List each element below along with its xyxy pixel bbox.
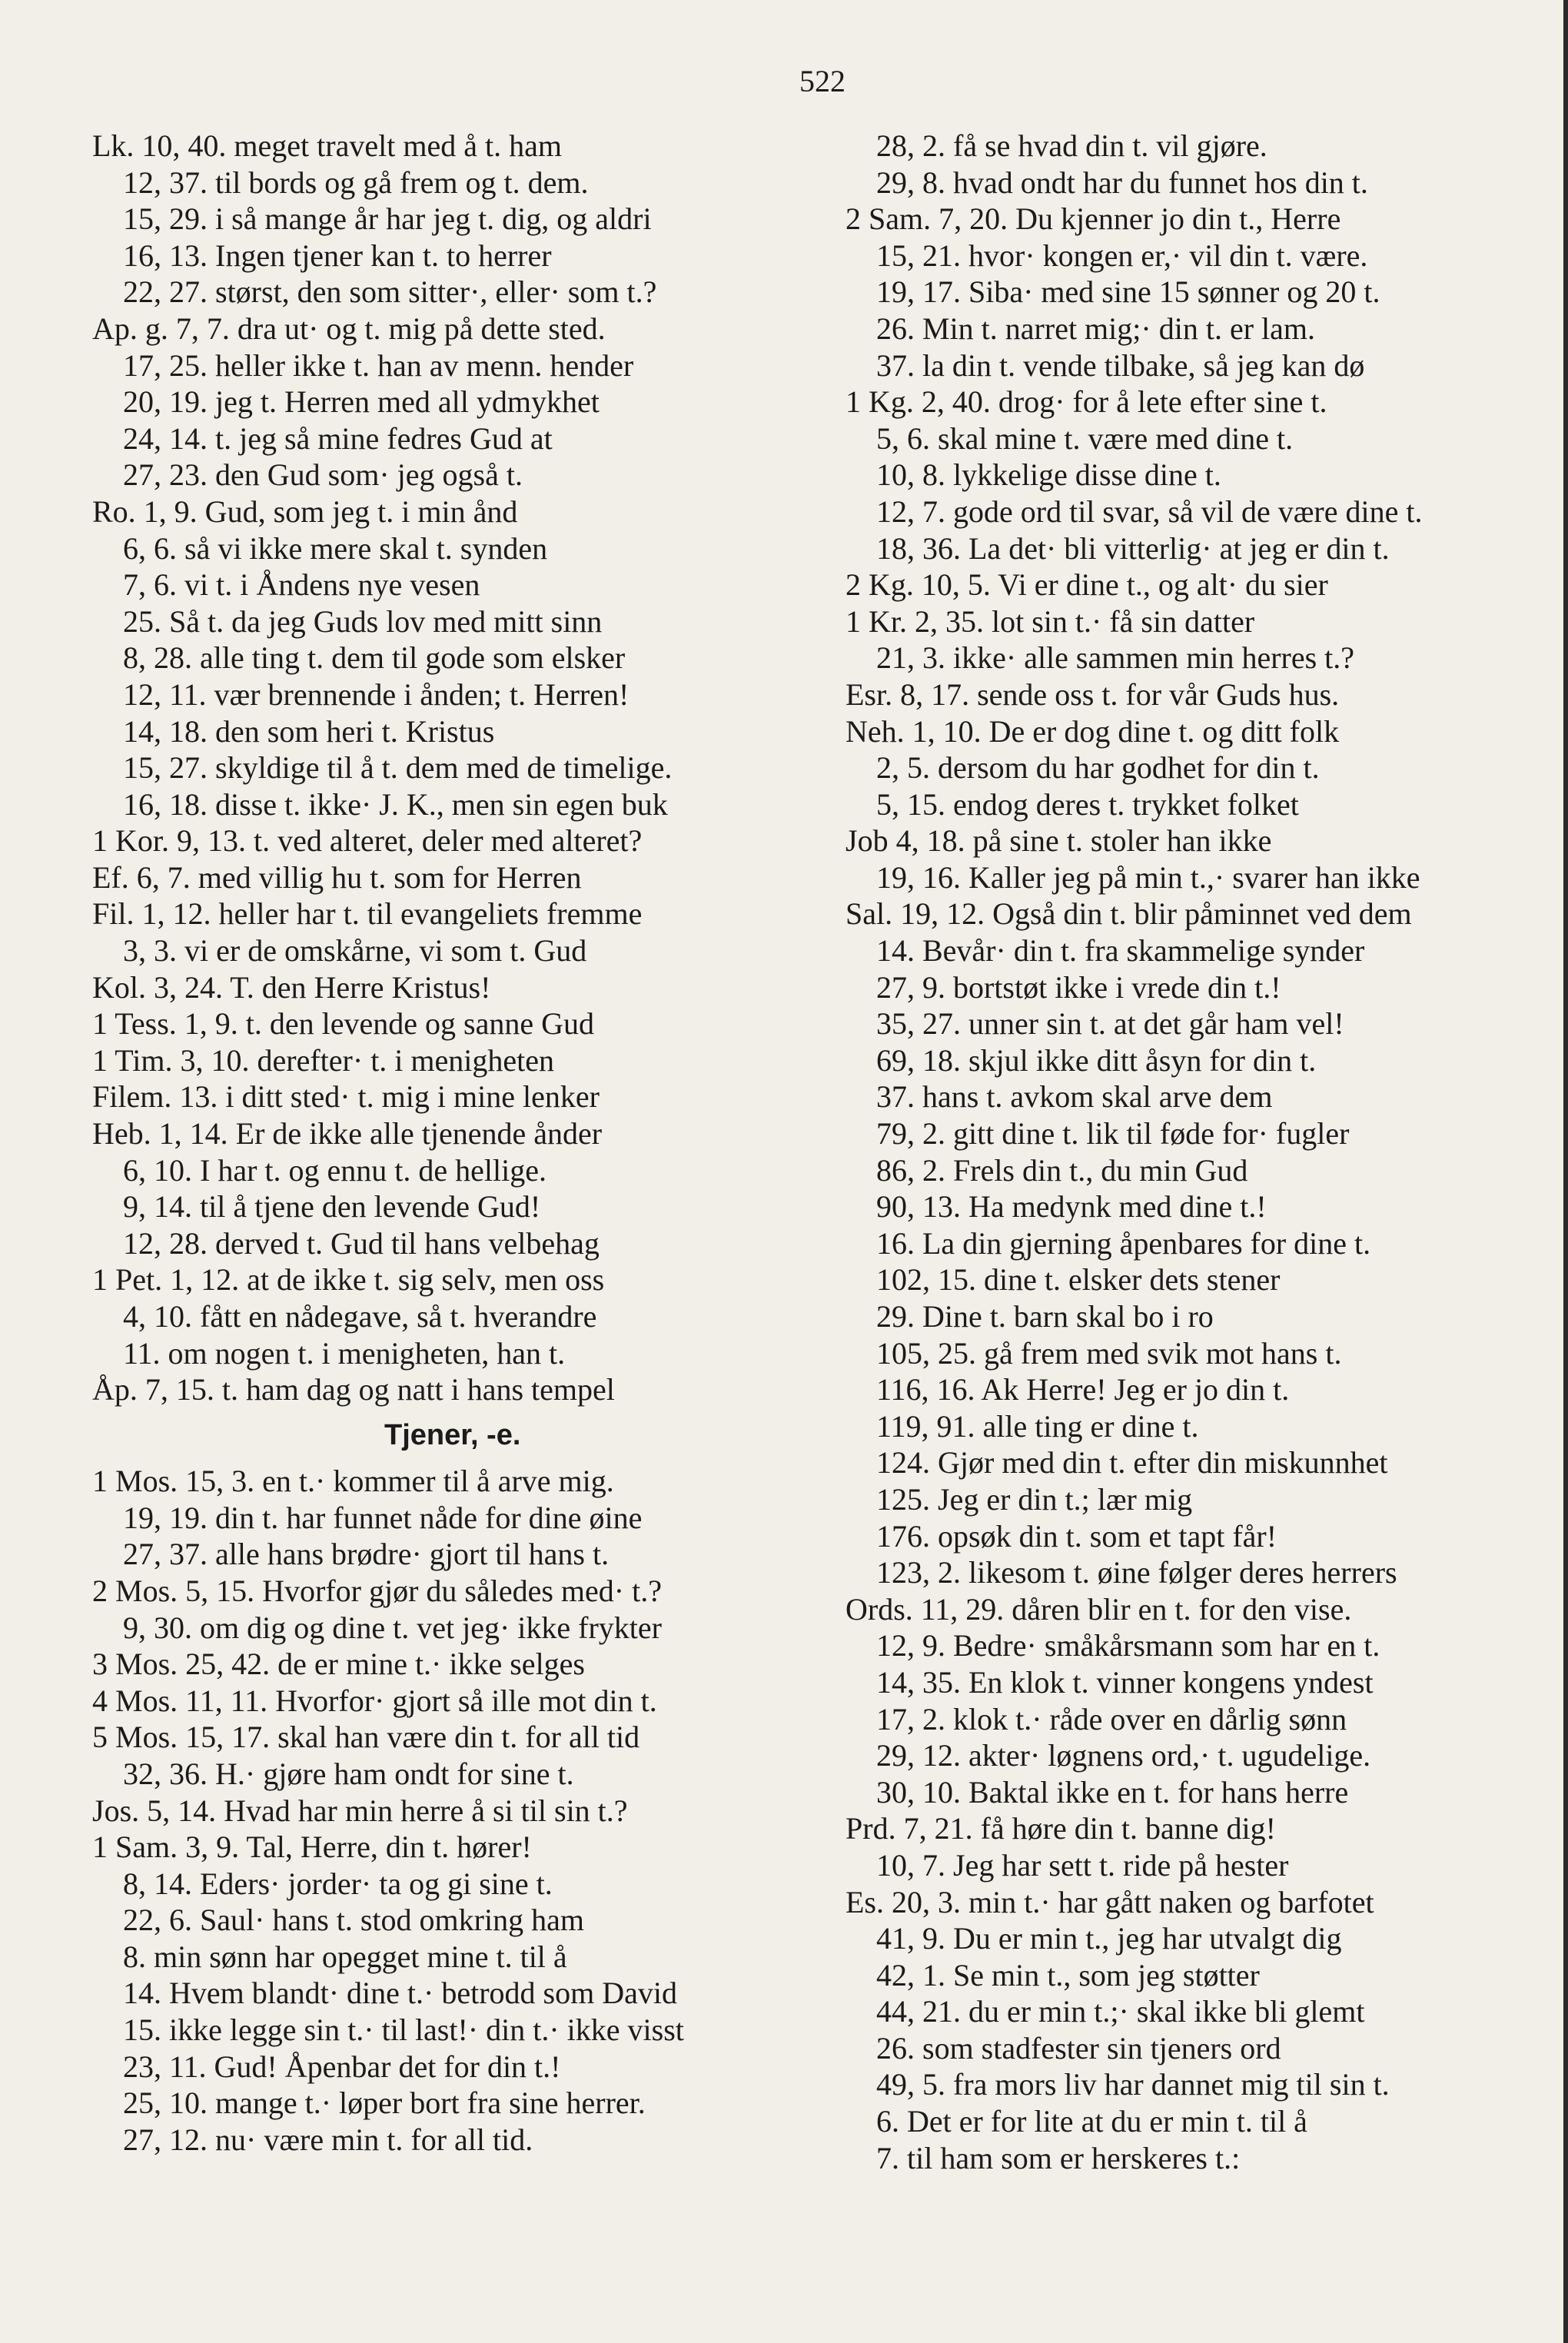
- concordance-entry: Neh. 1, 10. De er dog dine t. og ditt folk: [845, 713, 1340, 749]
- concordance-entry: Ap. g. 7, 7. dra ut· og t. mig på dette sted.: [92, 311, 606, 346]
- concordance-entry: 12, 7. gode ord til svar, så vil de være dine t.: [876, 494, 1423, 529]
- concordance-entry: 20, 19. jeg t. Herren med all ydmykhet: [123, 384, 600, 420]
- concordance-entry: 86, 2. Frels din t., du min Gud: [876, 1152, 1248, 1188]
- concordance-entry: Lk. 10, 40. meget travelt med å t. ham: [92, 128, 562, 163]
- concordance-entry: 29, 12. akter· løgnens ord,· t. ugudelige.: [876, 1738, 1371, 1773]
- concordance-entry: 19, 19. din t. har funnet nåde for dine øine: [123, 1500, 643, 1535]
- concordance-entry: 6. Det er for lite at du er min t. til å: [876, 2104, 1307, 2139]
- concordance-entry: 7. til ham som er herskeres t.:: [876, 2140, 1241, 2175]
- concordance-entry: 22, 27. størst, den som sitter·, eller· som t.?: [123, 274, 657, 310]
- concordance-entry: 1 Kr. 2, 35. lot sin t.· få sin datter: [845, 603, 1255, 639]
- page-number: 522: [799, 64, 845, 98]
- concordance-entry: Ords. 11, 29. dåren blir en t. for den vise.: [845, 1591, 1352, 1627]
- concordance-entry: 29, 8. hvad ondt har du funnet hos din t.: [876, 165, 1368, 200]
- concordance-entry: 8, 28. alle ting t. dem til gode som elsker: [123, 640, 626, 676]
- concordance-entry: 41, 9. Du er min t., jeg har utvalgt dig: [876, 1921, 1342, 1956]
- concordance-entry: 4 Mos. 11, 11. Hvorfor· gjort så ille mot din t.: [92, 1683, 657, 1718]
- left-section-2-entries: [92, 1463, 815, 2158]
- concordance-entry: 27, 12. nu· være min t. for all tid.: [123, 2122, 533, 2157]
- concordance-entry: 8, 14. Eders· jorder· ta og gi sine t.: [123, 1866, 553, 1901]
- concordance-entry: 79, 2. gitt dine t. lik til føde for· fugler: [876, 1116, 1350, 1152]
- concordance-entry: 30, 10. Baktal ikke en t. for hans herre: [876, 1774, 1349, 1810]
- concordance-entry: 4, 10. fått en nådegave, så t. hverandre: [123, 1299, 597, 1334]
- concordance-entry: 26. som stadfester sin tjeners ord: [876, 2030, 1281, 2065]
- concordance-entry: 15. ikke legge sin t.· til last!· din t.· ikke visst: [123, 2012, 684, 2048]
- concordance-entry: Heb. 1, 14. Er de ikke alle tjenende ånder: [92, 1116, 603, 1152]
- concordance-entry: 16. La din gjerning åpenbares for dine t.: [876, 1225, 1371, 1261]
- concordance-entry: 1 Mos. 15, 3. en t.· kommer til å arve mig.: [92, 1464, 614, 1499]
- concordance-entry: 69, 18. skjul ikke ditt åsyn for din t.: [876, 1042, 1317, 1078]
- concordance-entry: Es. 20, 3. min t.· har gått naken og barfotet: [845, 1884, 1374, 1919]
- concordance-entry: 3 Mos. 25, 42. de er mine t.· ikke selges: [92, 1647, 585, 1682]
- concordance-entry: 1 Tim. 3, 10. derefter· t. i menigheten: [92, 1042, 555, 1078]
- concordance-entry: 1 Pet. 1, 12. at de ikke t. sig selv, men oss: [92, 1262, 605, 1298]
- concordance-entry: 9, 14. til å tjene den levende Gud!: [123, 1189, 541, 1225]
- concordance-entry: 12, 37. til bords og gå frem og t. dem.: [123, 165, 589, 200]
- concordance-entry: Prd. 7, 21. få høre din t. banne dig!: [845, 1811, 1276, 1846]
- concordance-entry: 32, 36. H.· gjøre ham ondt for sine t.: [123, 1756, 574, 1791]
- concordance-entry: 5 Mos. 15, 17. skal han være din t. for all tid: [92, 1720, 640, 1755]
- concordance-entry: 17, 2. klok t.· råde over en dårlig sønn: [876, 1701, 1347, 1736]
- concordance-entry: 2 Kg. 10, 5. Vi er dine t., og alt· du sier: [845, 567, 1328, 603]
- page-edge-shadow: [1563, 0, 1568, 2343]
- concordance-entry: 14, 18. den som heri t. Kristus: [123, 713, 495, 749]
- concordance-entry: 16, 13. Ingen tjener kan t. to herrer: [123, 238, 552, 273]
- concordance-entry: 19, 17. Siba· med sine 15 sønner og 20 t.: [876, 274, 1380, 310]
- concordance-entry: 12, 9. Bedre· småkårsmann som har en t.: [876, 1628, 1380, 1663]
- concordance-entry: Jos. 5, 14. Hvad har min herre å si til sin t.?: [92, 1793, 628, 1828]
- concordance-entry: 12, 11. vær brennende i ånden; t. Herren!: [123, 676, 630, 712]
- concordance-entry: 37. hans t. avkom skal arve dem: [876, 1079, 1273, 1115]
- concordance-entry: 1 Kg. 2, 40. drog· for å lete efter sine t.: [845, 384, 1327, 420]
- concordance-entry: 14. Hvem blandt· dine t.· betrodd som David: [123, 1976, 677, 2011]
- concordance-entry: 1 Tess. 1, 9. t. den levende og sanne Gud: [92, 1006, 595, 1042]
- concordance-entry: 35, 27. unner sin t. at det går ham vel!: [876, 1006, 1344, 1042]
- concordance-entry: 15, 29. i så mange år har jeg t. dig, og aldri: [123, 201, 652, 237]
- concordance-entry: 19, 16. Kaller jeg på min t.,· svarer han ikke: [876, 859, 1420, 895]
- concordance-entry: 15, 27. skyldige til å t. dem med de timelige.: [123, 750, 673, 786]
- concordance-entry: 17, 25. heller ikke t. han av menn. hender: [123, 347, 634, 383]
- concordance-entry: 1 Kor. 9, 13. t. ved alteret, deler med alteret?: [92, 823, 643, 859]
- section-heading: Tjener, -e.: [384, 1418, 521, 1451]
- concordance-entry: 125. Jeg er din t.; lær mig: [876, 1481, 1193, 1517]
- concordance-entry: 42, 1. Se min t., som jeg støtter: [876, 1957, 1260, 1992]
- concordance-entry: 116, 16. Ak Herre! Jeg er jo din t.: [876, 1372, 1290, 1407]
- concordance-entry: 5, 15. endog deres t. trykket folket: [876, 786, 1299, 822]
- concordance-entry: 123, 2. likesom t. øine følger deres herrers: [876, 1555, 1397, 1590]
- concordance-entry: Åp. 7, 15. t. ham dag og natt i hans tempel: [92, 1372, 615, 1407]
- concordance-entry: 23, 11. Gud! Åpenbar det for din t.!: [123, 2049, 561, 2084]
- concordance-entry: 25. Så t. da jeg Guds lov med mitt sinn: [123, 603, 603, 639]
- concordance-entry: 26. Min t. narret mig;· din t. er lam.: [876, 311, 1315, 346]
- concordance-entry: Ro. 1, 9. Gud, som jeg t. i min ånd: [92, 494, 518, 529]
- concordance-entry: 12, 28. derved t. Gud til hans velbehag: [123, 1225, 600, 1261]
- concordance-entry: 119, 91. alle ting er dine t.: [876, 1408, 1199, 1444]
- concordance-entry: 22, 6. Saul· hans t. stod omkring ham: [123, 1903, 584, 1938]
- concordance-entry: 44, 21. du er min t.;· skal ikke bli glemt: [876, 1994, 1365, 2029]
- concordance-entry: 7, 6. vi t. i Åndens nye vesen: [123, 567, 480, 603]
- concordance-entry: 11. om nogen t. i menigheten, han t.: [123, 1335, 566, 1371]
- concordance-entry: 5, 6. skal mine t. være med dine t.: [876, 420, 1294, 456]
- concordance-entry: Esr. 8, 17. sende oss t. for vår Guds hus.: [845, 676, 1340, 712]
- concordance-entry: 25, 10. mange t.· løper bort fra sine herrer.: [123, 2085, 646, 2121]
- concordance-entry: 16, 18. disse t. ikke· J. K., men sin egen buk: [123, 786, 668, 822]
- left-section-entries: [92, 128, 815, 1408]
- concordance-entry: 1 Sam. 3, 9. Tal, Herre, din t. hører!: [92, 1830, 532, 1865]
- concordance-entry: 28, 2. få se hvad din t. vil gjøre.: [876, 128, 1267, 163]
- right-column: [845, 128, 1553, 2176]
- concordance-entry: 3, 3. vi er de omskårne, vi som t. Gud: [123, 933, 587, 969]
- left-column: [92, 128, 815, 2158]
- concordance-entry: 10, 7. Jeg har sett t. ride på hester: [876, 1847, 1289, 1883]
- concordance-entry: Filem. 13. i ditt sted· t. mig i mine lenker: [92, 1079, 600, 1115]
- concordance-entry: 29. Dine t. barn skal bo i ro: [876, 1299, 1214, 1334]
- concordance-entry: 124. Gjør med din t. efter din miskunnhet: [876, 1445, 1388, 1481]
- right-section-entries: [845, 128, 1553, 2176]
- concordance-entry: 18, 36. La det· bli vitterlig· at jeg er din t.: [876, 530, 1390, 566]
- concordance-entry: 2 Sam. 7, 20. Du kjenner jo din t., Herre: [845, 201, 1341, 237]
- concordance-entry: 14. Bevår· din t. fra skammelige synder: [876, 933, 1365, 969]
- concordance-entry: 176. opsøk din t. som et tapt får!: [876, 1518, 1277, 1554]
- concordance-entry: Job 4, 18. på sine t. stoler han ikke: [845, 823, 1272, 859]
- concordance-entry: 27, 37. alle hans brødre· gjort til hans t.: [123, 1537, 610, 1572]
- concordance-entry: Sal. 19, 12. Også din t. blir påminnet ved dem: [845, 896, 1412, 932]
- concordance-entry: 2 Mos. 5, 15. Hvorfor gjør du således med· t.?: [92, 1573, 662, 1608]
- concordance-entry: 102, 15. dine t. elsker dets stener: [876, 1262, 1281, 1298]
- concordance-entry: Fil. 1, 12. heller har t. til evangeliets fremme: [92, 896, 643, 932]
- concordance-entry: 6, 6. så vi ikke mere skal t. synden: [123, 530, 548, 566]
- concordance-entry: 6, 10. I har t. og ennu t. de hellige.: [123, 1152, 546, 1188]
- concordance-entry: Kol. 3, 24. T. den Herre Kristus!: [92, 969, 491, 1005]
- concordance-entry: 8. min sønn har opegget mine t. til å: [123, 1939, 567, 1974]
- concordance-entry: 24, 14. t. jeg så mine fedres Gud at: [123, 420, 553, 456]
- concordance-entry: 10, 8. lykkelige disse dine t.: [876, 457, 1221, 493]
- concordance-entry: 15, 21. hvor· kongen er,· vil din t. være.: [876, 238, 1368, 273]
- concordance-entry: 37. la din t. vende tilbake, så jeg kan dø: [876, 347, 1365, 383]
- concordance-entry: 105, 25. gå frem med svik mot hans t.: [876, 1335, 1342, 1371]
- concordance-entry: 90, 13. Ha medynk med dine t.!: [876, 1189, 1267, 1225]
- concordance-entry: Ef. 6, 7. med villig hu t. som for Herren: [92, 859, 582, 895]
- concordance-entry: 9, 30. om dig og dine t. vet jeg· ikke frykter: [123, 1610, 662, 1645]
- concordance-entry: 2, 5. dersom du har godhet for din t.: [876, 750, 1320, 786]
- concordance-entry: 21, 3. ikke· alle sammen min herres t.?: [876, 640, 1355, 676]
- concordance-entry: 49, 5. fra mors liv har dannet mig til sin t.: [876, 2067, 1390, 2102]
- concordance-entry: 27, 9. bortstøt ikke i vrede din t.!: [876, 969, 1281, 1005]
- concordance-entry: 27, 23. den Gud som· jeg også t.: [123, 457, 523, 493]
- concordance-entry: 14, 35. En klok t. vinner kongens yndest: [876, 1664, 1374, 1700]
